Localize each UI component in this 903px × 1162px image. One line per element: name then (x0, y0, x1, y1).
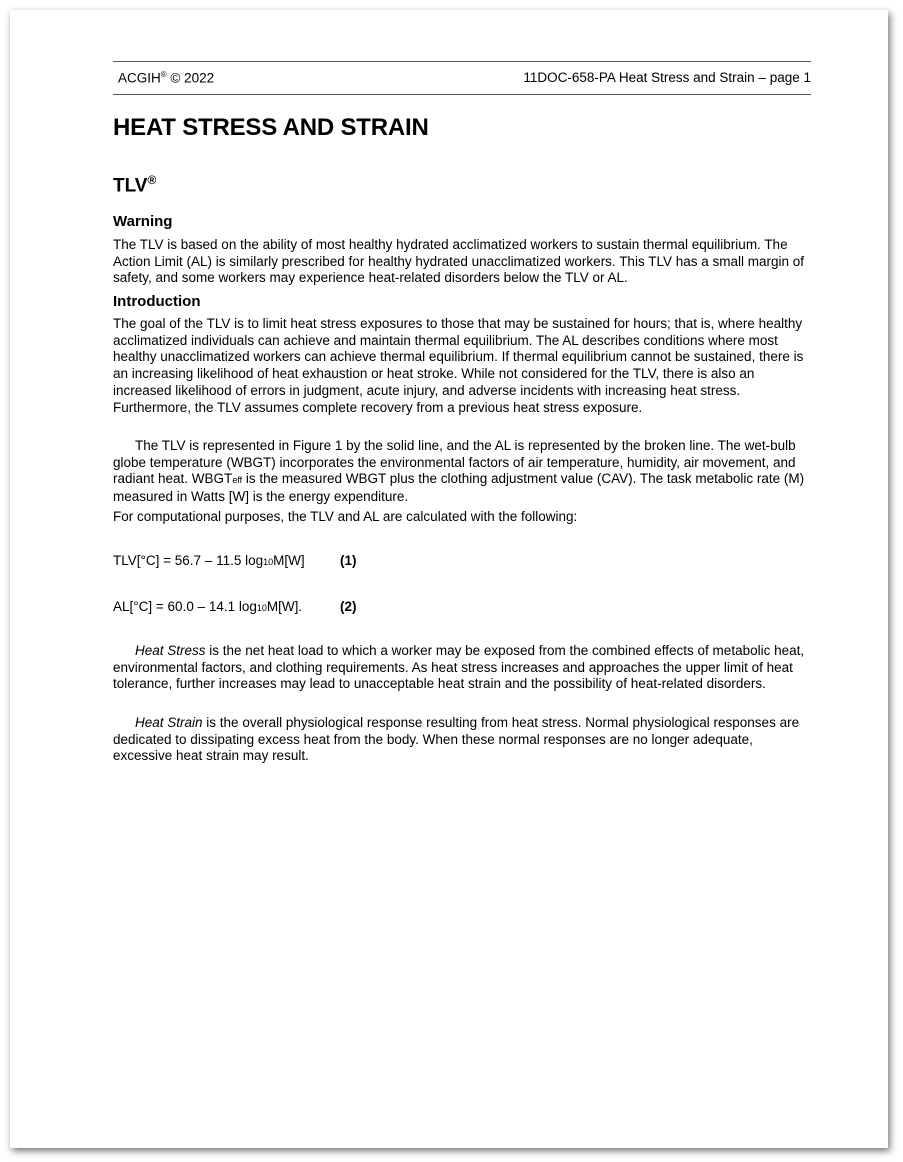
introduction-paragraph-2 (113, 438, 813, 506)
section-heading-registered-mark: ® (147, 173, 157, 187)
introduction-heading: Introduction (113, 293, 201, 310)
header-registered-mark: ® (160, 70, 167, 79)
section-heading-tlv (113, 173, 156, 197)
section-heading-text: TLV (113, 175, 148, 197)
warning-heading: Warning (113, 213, 173, 230)
header-copyright (118, 70, 214, 86)
paragraph-2-part-a: The TLV is represented in Figure 1 by the solid line, and the AL is represented by the broken line. The wet-bulb globe temperature (WBGT) incorporates the environmental factors of air temperature, humidity, air movement, and radiant heat. WBGT (113, 438, 796, 487)
warning-paragraph: The TLV is based on the ability of most healthy hydrated acclimatized workers to sustain thermal equilibrium. The Action Limit (AL) is similarly prescribed for healthy hydrated unacclimatized workers. This TLV has a small margin of safety, and some workers may experience heat-related disorders below the TLV or AL. (113, 237, 805, 286)
header-org: ACGIH (118, 70, 161, 86)
term-heat-strain: Heat Strain (135, 715, 203, 730)
definition-text: is the overall physiological response resulting from heat stress. Normal physiological responses are dedicated to dissipating excess heat from the body. When these normal responses are no longer adequate, excessive heat strain may result. (113, 715, 800, 764)
introduction-paragraph-1: The goal of the TLV is to limit heat stress exposures to those that may be sustained for hours; that is, where healthy acclimatized individuals can achieve and maintain thermal equilibrium. The AL describes conditions where most healthy unacclimatized workers can achieve thermal equilibrium. If thermal equilibrium cannot be sustained, there is an increasing likelihood of heat exhaustion or heat stroke. While not considered for the TLV, there is also an increased likelihood of errors in judgment, acute injury, and adverse incidents with increasing heat stress. Furthermore, the TLV assumes complete recovery from a previous heat stress exposure. (113, 316, 804, 415)
equation-log-base: 10 (263, 557, 274, 567)
header-year: © 2022 (166, 70, 215, 86)
wbgt-eff-subscript: eff (232, 475, 243, 486)
equation-text: AL[°C] = 60.0 – 14.1 log (113, 599, 257, 614)
introduction-paragraph-3: For computational purposes, the TLV and AL are calculated with the following: (113, 509, 578, 524)
definition-heat-strain (113, 715, 813, 765)
document-page (10, 10, 888, 1148)
equation-al (113, 599, 357, 614)
equation-text: M[W]. (266, 599, 303, 614)
definition-text: is the net heat load to which a worker may be exposed from the combined effects of metabolic heat, environmental factors, and clothing requirements. As heat stress increases and approaches the upper limit of heat tolerance, further increases may lead to unacceptable heat strain and the possibility of heat-related disorders. (113, 643, 805, 692)
page-title: HEAT STRESS AND STRAIN (113, 114, 429, 141)
header-doc-id: 11DOC-658-PA Heat Stress and Strain – page 1 (523, 70, 811, 85)
equation-tlv (113, 553, 357, 568)
definition-heat-stress (113, 643, 813, 693)
page-header (113, 61, 811, 95)
equation-text: TLV[°C] = 56.7 – 11.5 log (113, 553, 264, 568)
equation-text: M[W] (273, 553, 305, 568)
term-heat-stress: Heat Stress (135, 643, 206, 658)
paragraph-2-part-b: is the measured WBGT plus the clothing adjustment value (CAV). The task metabolic rate (M) measured in Watts [W] is the energy expenditure. (113, 471, 805, 505)
equation-number: (1) (340, 553, 357, 568)
equation-number: (2) (340, 599, 357, 614)
equation-log-base: 10 (256, 603, 267, 613)
